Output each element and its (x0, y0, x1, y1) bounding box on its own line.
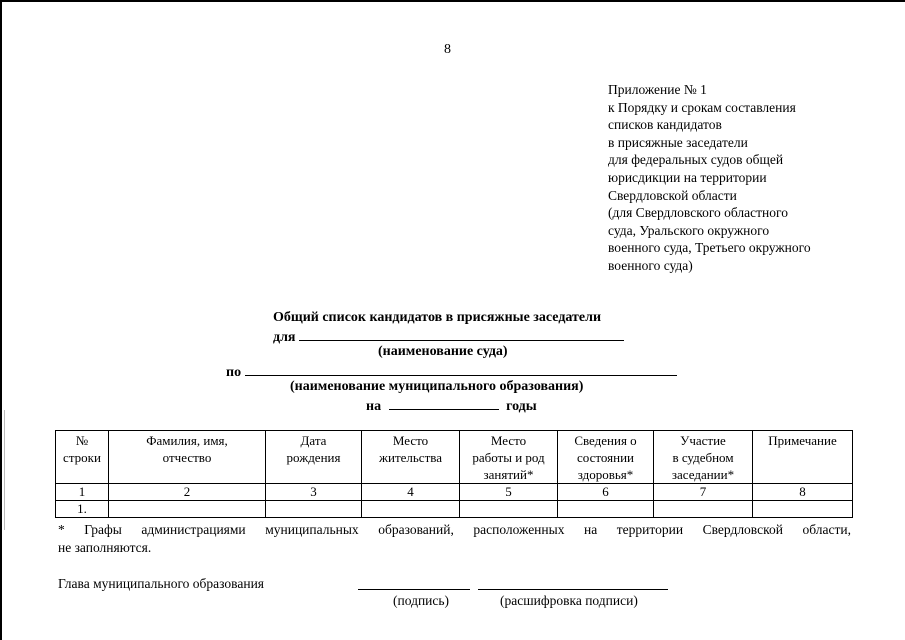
appendix-line: Приложение № 1 (608, 82, 707, 97)
signature-label: Глава муниципального образования (58, 576, 265, 591)
appendix-line: для федеральных судов общей (608, 152, 784, 168)
years-field[interactable] (389, 397, 499, 410)
column-number: 5 (460, 484, 558, 501)
appendix-line: к Порядку и срокам составления (608, 99, 796, 115)
signature-decryption-field[interactable] (478, 589, 668, 590)
appendix-line: военного суда, Третьего окружного (608, 240, 811, 256)
footnote-line: не заполняются. (58, 540, 152, 555)
scan-artifact-line (4, 410, 5, 530)
column-number: 1 (56, 484, 109, 501)
header-row-number: № строки (56, 431, 109, 484)
table-cell[interactable] (753, 501, 853, 518)
footnote-line: * Графы администрациями муниципальных образований, расположенных на территории Свердловской области, (58, 522, 851, 537)
appendix-line: в присяжные заседатели (608, 134, 748, 150)
page-number: 8 (444, 42, 451, 57)
header-note: Примечание (753, 431, 853, 484)
table-cell[interactable] (654, 501, 753, 518)
table-cell[interactable] (558, 501, 654, 518)
appendix-line: суда, Уральского окружного (608, 222, 770, 238)
table-cell[interactable] (460, 501, 558, 518)
decryption-caption: (расшифровка подписи) (500, 593, 638, 608)
header-birth-date: Дата рождения (266, 431, 362, 484)
column-number: 4 (362, 484, 460, 501)
on-label: на (366, 399, 382, 414)
column-number: 7 (654, 484, 753, 501)
header-residence: Место жительства (362, 431, 460, 484)
appendix-line: военного суда) (608, 257, 693, 273)
header-health: Сведения о состоянии здоровья* (558, 431, 654, 484)
table-cell[interactable] (362, 501, 460, 518)
signature-field[interactable] (358, 589, 470, 590)
column-number: 2 (109, 484, 266, 501)
for-label: для (273, 330, 296, 345)
municipality-name-field[interactable] (245, 363, 677, 376)
table-header-row (56, 431, 853, 484)
municipality-caption: (наименование муниципального образования) (290, 379, 584, 394)
page-edge-left (0, 0, 2, 640)
appendix-block (608, 81, 811, 275)
table-cell: 1. (56, 501, 109, 518)
appendix-line: (для Свердловского областного (608, 205, 788, 221)
footnote (58, 521, 851, 557)
table-cell[interactable] (109, 501, 266, 518)
form-title: Общий список кандидатов в присяжные заседатели (273, 310, 602, 325)
header-full-name: Фамилия, имя, отчество (109, 431, 266, 484)
appendix-line: списков кандидатов (608, 117, 722, 133)
years-field-row (366, 397, 537, 415)
court-caption: (наименование суда) (378, 344, 508, 359)
page-edge-top (0, 0, 905, 2)
header-court-participation: Участие в судебном заседании* (654, 431, 753, 484)
years-label: годы (506, 399, 537, 414)
header-workplace: Место работы и род занятий* (460, 431, 558, 484)
candidates-table (55, 430, 853, 518)
court-name-field[interactable] (299, 328, 624, 341)
by-label: по (226, 365, 242, 380)
column-number: 8 (753, 484, 853, 501)
column-number-row (56, 484, 853, 501)
column-number: 3 (266, 484, 362, 501)
table-row (56, 501, 853, 518)
table-cell[interactable] (266, 501, 362, 518)
appendix-line: юрисдикции на территории (608, 169, 767, 185)
column-number: 6 (558, 484, 654, 501)
appendix-line: Свердловской области (608, 187, 737, 203)
signature-caption: (подпись) (393, 593, 450, 608)
